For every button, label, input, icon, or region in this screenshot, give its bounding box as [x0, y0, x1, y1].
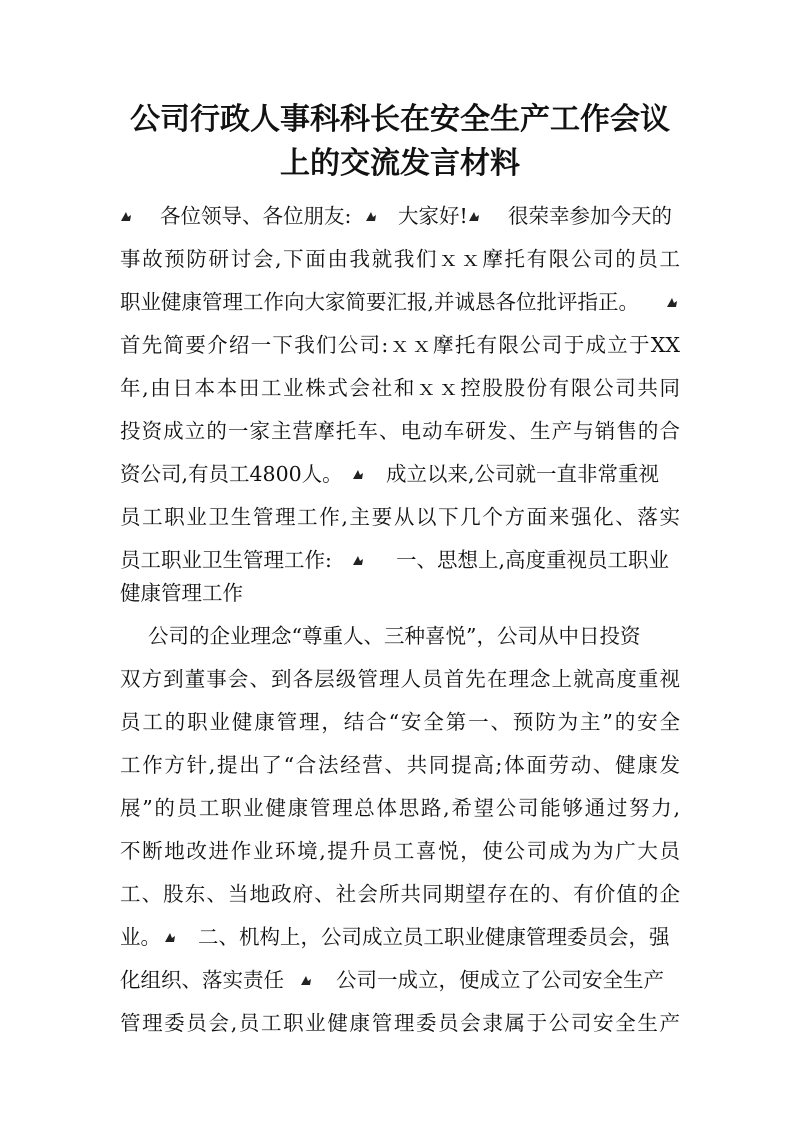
paragraph-mark-icon [164, 931, 176, 943]
body-text: 健康管理工作 [120, 581, 243, 605]
paragraph-mark-icon [468, 210, 480, 222]
body-line-8 [120, 502, 680, 532]
body-text: 一、思想上,高度重视员工职业 [396, 548, 670, 572]
body-line-5 [120, 373, 680, 403]
body-text: 成立以来,公司就一直非常重视 [386, 462, 660, 486]
body-text: 各位领导、各位朋友: [160, 204, 352, 228]
body-text: 公司一成立，便成立了公司安全生产 [336, 968, 664, 992]
body-text: 很荣幸参加今天的 [508, 204, 672, 228]
body-text: 事故预防研讨会,下面由我就我们ｘｘ摩托有限公司的员工 [120, 247, 680, 271]
body-text: 展”的员工职业健康管理总体思路,希望公司能够通过努力, [120, 796, 680, 820]
paragraph-mark-icon [365, 210, 377, 222]
paragraph-mark-icon [352, 468, 364, 480]
paragraph-mark-icon [300, 974, 312, 986]
body-text: 员工职业卫生管理工作,主要从以下几个方面来强化、落实 [120, 505, 680, 529]
body-line-13 [120, 707, 680, 737]
body-text: 资公司,有员工4800人。 [120, 462, 343, 486]
paragraph-mark-icon [352, 554, 364, 566]
body-line-20 [120, 1008, 680, 1038]
body-line-16 [120, 836, 680, 866]
body-text: 年,由日本本田工业株式会社和ｘｘ控股股份有限公司共同 [120, 376, 680, 400]
body-text: 化组织、落实责任 [120, 968, 284, 992]
body-line-4 [120, 330, 680, 360]
body-text: 公司的企业理念“尊重人、三种喜悦”，公司从中日投资 [148, 624, 641, 648]
body-text: 二、机构上，公司成立员工职业健康管理委员会，强 [198, 925, 670, 949]
document-title-line-2: 上的交流发言材料 [280, 146, 520, 181]
body-text: 管理委员会,员工职业健康管理委员会隶属于公司安全生产 [120, 1011, 680, 1035]
body-line-15 [120, 793, 680, 823]
body-line-17 [120, 879, 680, 909]
body-line-6 [120, 416, 680, 446]
body-text: 首先简要介绍一下我们公司:ｘｘ摩托有限公司于成立于XX [120, 333, 680, 357]
body-text: 双方到董事会、到各层级管理人员首先在理念上就高度重视 [120, 667, 680, 691]
body-text: 不断地改进作业环境,提升员工喜悦，使公司成为为广大员 [120, 839, 680, 863]
body-line-14 [120, 750, 680, 780]
body-text: 投资成立的一家主营摩托车、电动车研发、生产与销售的合 [120, 419, 680, 443]
body-text: 业。 [120, 925, 161, 949]
body-text: 员工的职业健康管理，结合“安全第一、预防为主”的安全 [120, 710, 680, 734]
body-text: 工作方针,提出了“合法经营、共同提高;体面劳动、健康发 [120, 753, 680, 777]
paragraph-mark-icon [120, 210, 132, 222]
paragraph-mark-icon [666, 296, 678, 308]
body-text: 大家好! [398, 204, 468, 228]
body-line-12 [120, 664, 680, 694]
document-title-line-1: 公司行政人事科科长在安全生产工作会议 [130, 102, 670, 137]
body-text: 工、股东、当地政府、社会所共同期望存在的、有价值的企 [120, 882, 680, 906]
body-line-2 [120, 244, 680, 274]
body-text: 员工职业卫生管理工作: [120, 548, 332, 572]
body-text: 职业健康管理工作向大家简要汇报,并诚恳各位批评指正。 [120, 290, 640, 314]
